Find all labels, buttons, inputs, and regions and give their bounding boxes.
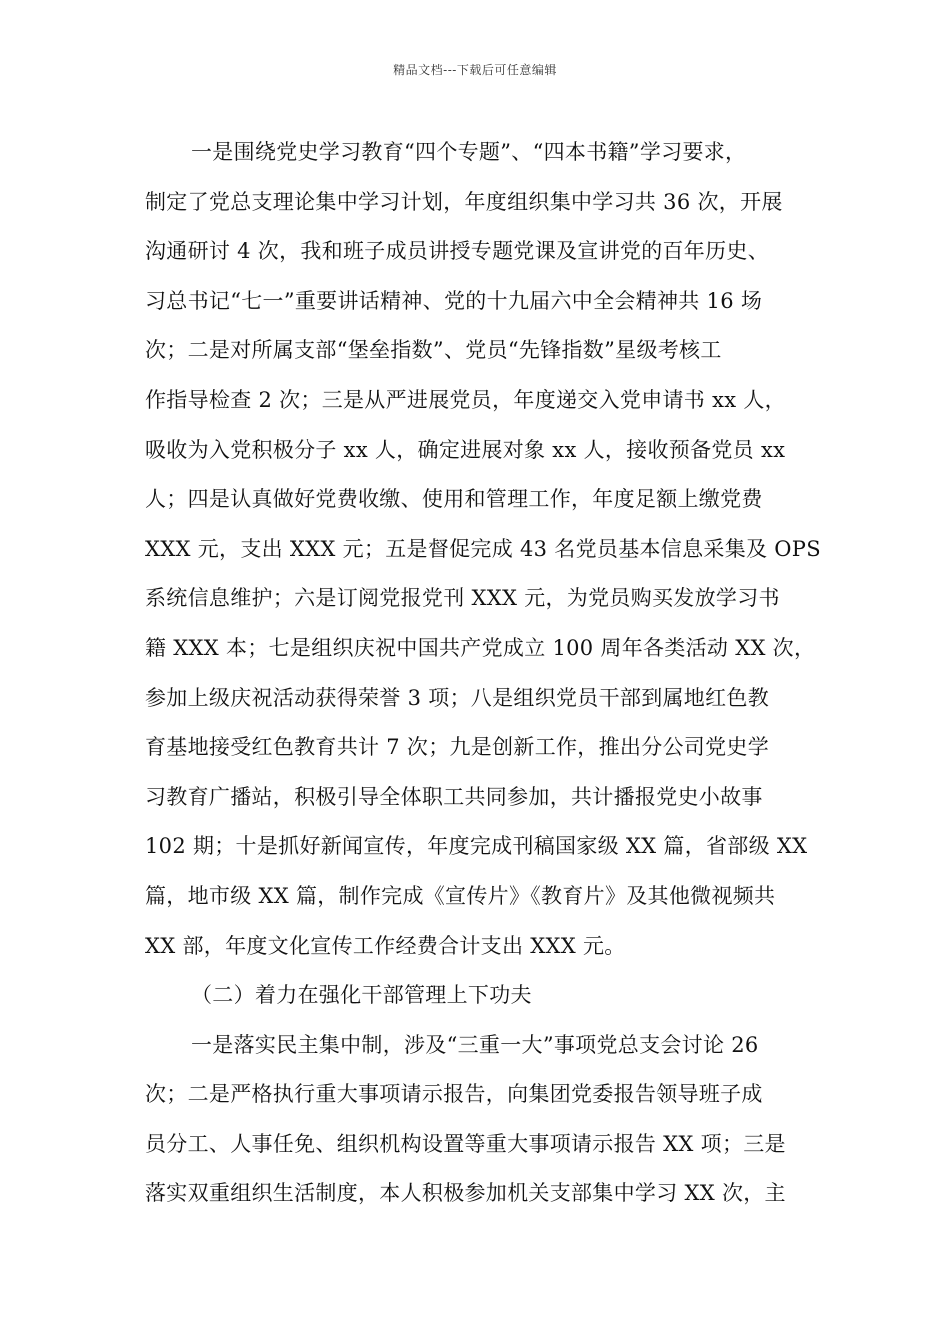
text-line: 员分工、人事任免、组织机构设置等重大事项请示报告 XX 项；三是 xyxy=(145,1131,786,1156)
text-line: 102 期；十是抓好新闻宣传，年度完成刊稿国家级 XX 篇，省部级 XX xyxy=(145,834,808,859)
text-line: 沟通研讨 4 次，我和班子成员讲授专题党课及宣讲党的百年历史、 xyxy=(145,239,770,264)
text-line: 篇，地市级 XX 篇，制作完成《宣传片》《教育片》及其他微视频共 xyxy=(145,883,776,908)
text-line: XXX 元，支出 XXX 元；五是督促完成 43 名党员基本信息采集及 OPS xyxy=(145,536,821,561)
text-line: 人；四是认真做好党费收缴、使用和管理工作，年度足额上缴党费 xyxy=(145,487,763,512)
document-body xyxy=(145,128,821,1219)
text-line: 育基地接受红色教育共计 7 次；九是创新工作，推出分公司党史学 xyxy=(145,735,770,760)
text-line: 次；二是对所属支部“堡垒指数”、党员“先锋指数”星级考核工 xyxy=(145,338,722,363)
text-line: 制定了党总支理论集中学习计划，年度组织集中学习共 36 次，开展 xyxy=(145,189,783,214)
text-line: 落实双重组织生活制度，本人积极参加机关支部集中学习 XX 次，主 xyxy=(145,1181,786,1206)
text-line: 吸收为入党积极分子 xx 人，确定进展对象 xx 人，接收预备党员 xx xyxy=(145,437,786,462)
text-line: 次；二是严格执行重大事项请示报告，向集团党委报告领导班子成 xyxy=(145,1082,763,1107)
section-heading: （二）着力在强化干部管理上下功夫 xyxy=(191,983,532,1008)
text-line: 系统信息维护；六是订阅党报党刊 XXX 元，为党员购买发放学习书 xyxy=(145,586,780,611)
text-line: 参加上级庆祝活动获得荣誉 3 项；八是组织党员干部到属地红色教 xyxy=(145,685,770,710)
text-line: 习总书记“七一”重要讲话精神、党的十九届六中全会精神共 16 场 xyxy=(145,288,763,313)
page-header: 精品文档---下载后可任意编辑 xyxy=(393,63,557,77)
text-line: 一是落实民主集中制，涉及“三重一大”事项党总支会讨论 26 xyxy=(191,1032,759,1057)
text-line: XX 部，年度文化宣传工作经费合计支出 XXX 元。 xyxy=(145,933,626,958)
text-line: 习教育广播站，积极引导全体职工共同参加，共计播报党史小故事 xyxy=(145,784,763,809)
text-line: 一是围绕党史学习教育“四个专题”、“四本书籍”学习要求， xyxy=(191,140,747,164)
text-line: 籍 XXX 本；七是组织庆祝中国共产党成立 100 周年各类活动 XX 次， xyxy=(145,635,816,660)
text-line: 作指导检查 2 次；三是从严进展党员，年度递交入党申请书 xx 人， xyxy=(145,387,786,412)
